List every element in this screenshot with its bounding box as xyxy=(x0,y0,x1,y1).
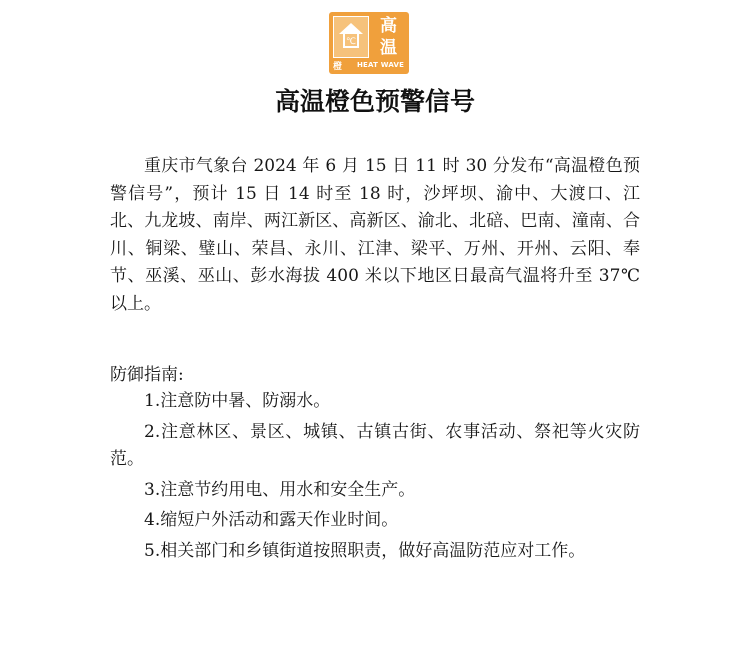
thermometer-celsius-icon xyxy=(333,16,369,58)
badge-footer xyxy=(333,59,405,71)
guide-item-4: 4.缩短户外活动和露天作业时间。 xyxy=(144,510,399,531)
guide-item-1: 1.注意防中暑、防溺水。 xyxy=(144,391,331,411)
guide-item-2: 2.注意林区、景区、城镇、古镇古街、农事活动、祭祀等火灾防范。 xyxy=(110,421,640,470)
heat-orange-warning-badge xyxy=(329,12,409,74)
warning-body-paragraph: 重庆市气象台 2024 年 6 月 15 日 11 时 30 分发布“高温橙色预警信号”，预计 15 日 14 时至 18 时，沙坪坝、渝中、大渡口、江北、九龙坡、南岸、两江新区、高新区、渝北、北碚、巴南、潼南、合川、铜梁、璧山、荣昌、永川、江津、梁平、万州、开州、云阳、奉节、巫溪、巫山、彭水海拔 400 米以下地区日最高气温将升至 37℃以上。 xyxy=(110,156,640,314)
guide-item-3: 3.注意节约用电、用水和安全生产。 xyxy=(144,479,416,500)
defense-guide-heading: 防御指南: xyxy=(110,365,184,385)
badge-level-char: 橙 xyxy=(333,61,343,72)
badge-english-label: HEAT WAVE xyxy=(357,61,405,69)
badge-char-top: 高 xyxy=(380,16,397,36)
page-title: 高温橙色预警信号 xyxy=(274,87,475,116)
thermometer-icon-graphic xyxy=(334,17,368,57)
defense-guide-list xyxy=(110,388,640,569)
badge-label xyxy=(372,16,405,58)
celsius-symbol: ℃ xyxy=(345,37,357,47)
guide-item-5: 5.相关部门和乡镇街道按照职责，做好高温防范应对工作。 xyxy=(144,540,586,561)
badge-char-bottom: 温 xyxy=(380,38,397,58)
